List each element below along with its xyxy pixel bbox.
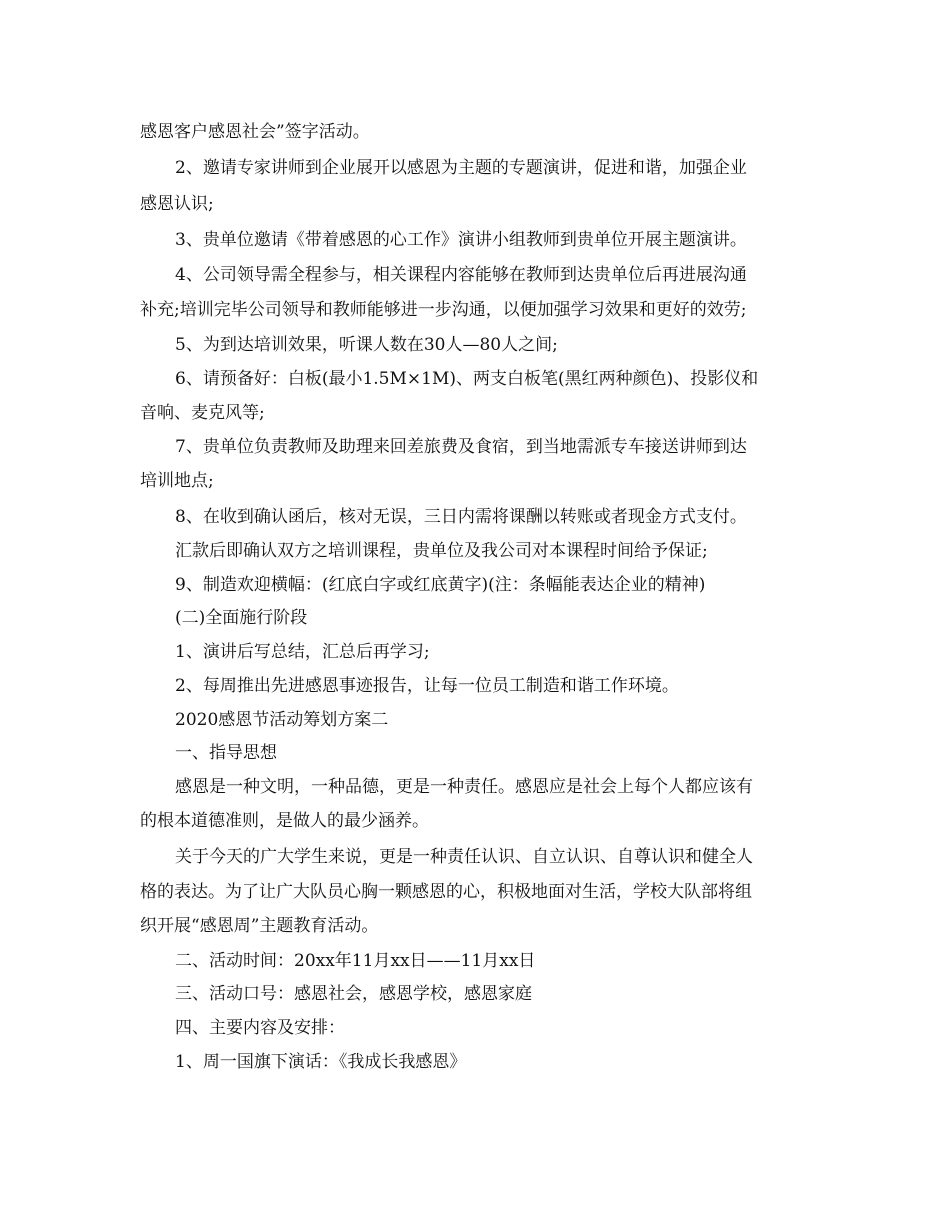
text-line: 3、贵单位邀请《带着感恩的心工作》演讲小组教师到贵单位开展主题演讲。 — [175, 230, 747, 250]
document-heading: 2020感恩节活动筹划方案二 — [175, 710, 389, 730]
text-line: 8、在收到确认函后，核对无误，三日内需将课酬以转账或者现金方式支付。 — [175, 507, 747, 527]
section-heading: 二、活动时间：20xx年11月xx日——11月xx日 — [175, 951, 536, 971]
section-heading: (二)全面施行阶段 — [175, 608, 308, 628]
text-line: 格的表达。为了让广大队员心胸一颗感恩的心，积极地面对生活，学校大队部将组 — [140, 882, 752, 902]
text-line: 1、周一国旗下演话：《我成长我感恩》 — [175, 1052, 467, 1072]
text-line: 汇款后即确认双方之培训课程，贵单位及我公司对本课程时间给予保证; — [175, 541, 708, 561]
text-line: 9、制造欢迎横幅：(红底白字或红底黄字)(注：条幅能表达企业的精神) — [175, 575, 706, 595]
section-heading: 三、活动口号：感恩社会，感恩学校，感恩家庭 — [175, 984, 532, 1004]
text-line: 感恩客户感恩社会”签字活动。 — [140, 122, 370, 142]
text-line: 6、请预备好：白板(最小1.5M×1M)、两支白板笔(黑红两种颜色)、投影仪和 — [175, 369, 759, 389]
text-line: 5、为到达培训效果，听课人数在30人—80人之间; — [175, 335, 558, 355]
section-heading: 四、主要内容及安排： — [175, 1018, 345, 1038]
text-line: 4、公司领导需全程参与，相关课程内容能够在教师到达贵单位后再进展沟通 — [175, 265, 747, 285]
text-line: 关于今天的广大学生来说，更是一种责任认识、自立认识、自尊认识和健全人 — [175, 847, 753, 867]
text-line: 培训地点; — [140, 471, 214, 491]
text-line: 1、演讲后写总结，汇总后再学习; — [175, 642, 430, 662]
section-heading: 一、指导思想 — [175, 743, 277, 763]
text-line: 音响、麦克风等; — [140, 403, 265, 423]
text-line: 2、每周推出先进感恩事迹报告，让每一位员工制造和谐工作环境。 — [175, 676, 679, 696]
text-line: 的根本道德准则，是做人的最少涵养。 — [140, 811, 429, 831]
text-line: 7、贵单位负责教师及助理来回差旅费及食宿，到当地需派专车接送讲师到达 — [175, 437, 747, 457]
text-line: 补充;培训完毕公司领导和教师能够进一步沟通，以便加强学习效果和更好的效劳; — [140, 300, 747, 320]
text-line: 2、邀请专家讲师到企业展开以感恩为主题的专题演讲，促进和谐，加强企业 — [175, 158, 747, 178]
text-line: 织开展“感恩周”主题教育活动。 — [140, 916, 379, 936]
text-line: 感恩认识; — [140, 194, 214, 214]
text-line: 感恩是一种文明，一种品德，更是一种责任。感恩应是社会上每个人都应该有 — [175, 777, 753, 797]
